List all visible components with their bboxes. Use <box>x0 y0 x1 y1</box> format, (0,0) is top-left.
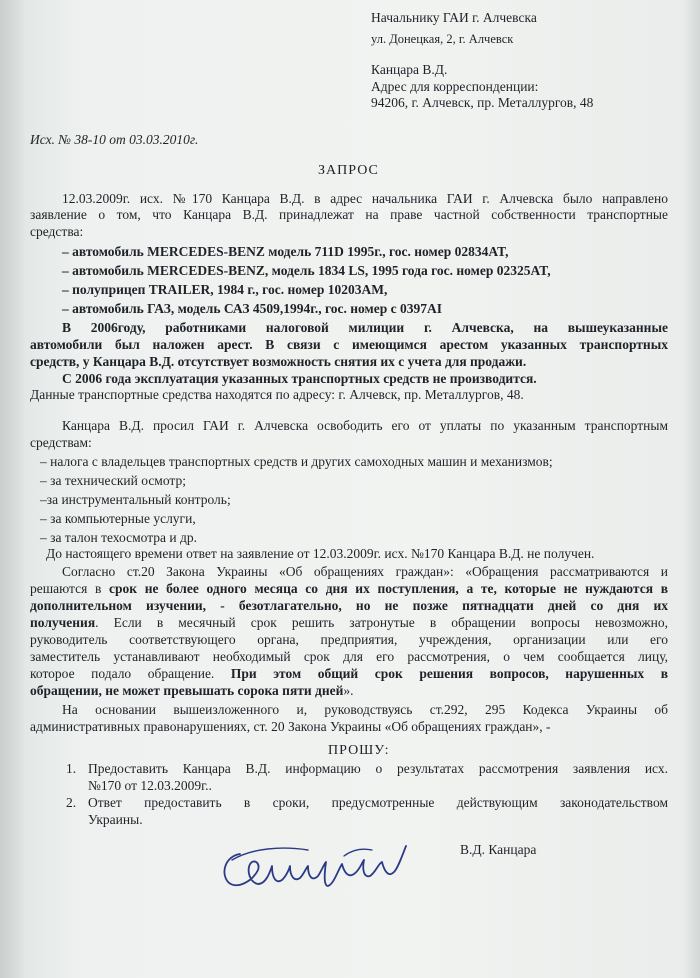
no-answer-line: До настоящего времени ответ на заявление от 12.03.2009г. исх. №170 Канцара В.Д. не получен. <box>46 546 595 561</box>
location-line: Данные транспортные средства находятся по адресу: г. Алчевск, пр. Металлургов, 48. <box>30 387 524 402</box>
exemption-item: – за талон техосмотра и др. <box>40 530 198 545</box>
arrest-line: автомобили был наложен арест. В связи с имеющимся арестом указанных транспортных <box>30 337 668 352</box>
intro-line: 12.03.2009г. исх. №170 Канцара В.Д. в адрес начальника ГАИ г. Алчевска было направлено <box>62 191 668 206</box>
addressee-street: ул. Донецкая, 2, г. Алчевск <box>371 32 514 46</box>
outgoing-reference: Исх. № 38-10 от 03.03.2010г. <box>30 132 199 147</box>
request-number: 2. <box>66 795 77 810</box>
exploitation-line: С 2006 года эксплуатация указанных транспортных средств не производится. <box>62 371 537 386</box>
sender-name: Канцара В.Д. <box>371 62 448 77</box>
request-item: Ответ предоставить в сроки, предусмотренные действующим законодательством <box>88 795 668 810</box>
exemption-item: – за технический осмотр; <box>40 473 186 488</box>
request-number: 1. <box>66 761 77 776</box>
request-item: Предоставить Канцара В.Д. информацию о результатах рассмотрения заявления исх. <box>88 761 668 776</box>
basis-line: административных правонарушениях, ст. 20 Закона Украины «Об обращениях граждан», - <box>30 719 551 734</box>
law-line: которое подало обращение. При этом общий срок решения вопросов, нарушенных в <box>30 666 668 681</box>
exemption-item: –за инструментальный контроль; <box>40 492 231 507</box>
exemption-item: – за компьютерные услуги, <box>40 511 196 526</box>
law-line: обращении, не может превышать сорока пяти дней». <box>30 683 354 698</box>
request-item: Украины. <box>88 812 143 827</box>
handwritten-signature <box>212 826 422 906</box>
vehicle-item: – полуприцеп TRAILER, 1984 г., гос. номер 10203AM, <box>62 282 388 297</box>
law-line: руководитель соответствующего органа, предприятия, учреждения, организации или его <box>30 632 668 647</box>
intro-line: средства: <box>30 224 84 239</box>
basis-line: На основании вышеизложенного и, руководствуясь ст.292, 295 Кодекса Украины об <box>62 702 668 717</box>
law-line: получения. Если в месячный срок решить затронутые в обращении вопросы невозможно, <box>30 615 668 630</box>
vehicle-item: – автомобиль ГАЗ, модель САЗ 4509,1994г., гос. номер с 0397AI <box>62 301 442 316</box>
sender-address: 94206, г. Алчевск, пр. Металлургов, 48 <box>371 95 594 110</box>
arrest-line: средств, у Канцара В.Д. отсутствует возможность снятия их с учета для продажи. <box>30 354 527 369</box>
document-title: ЗАПРОС <box>318 163 379 178</box>
intro-line: заявление о том, что Канцара В.Д. принадлежат на праве частной собственности транспортные <box>30 207 668 222</box>
vehicle-item: – автомобиль MERCEDES-BENZ модель 711D 1995г., гос. номер 02834AT, <box>62 244 509 259</box>
signature-name: В.Д. Канцара <box>460 842 537 857</box>
law-line: заместитель устанавливают необходимый срок для его рассмотрения, о чем сообщается лицу, <box>30 649 668 664</box>
vehicle-item: – автомобиль MERCEDES-BENZ, модель 1834 LS, 1995 года гос. номер 02325AT, <box>62 263 551 278</box>
addressee: Начальнику ГАИ г. Алчевска <box>371 10 537 25</box>
request-intro-line: средствам: <box>30 435 92 450</box>
law-line: дополнительном изучении, - безотлагательно, но не позже пятнадцати дней со дня их <box>30 598 668 613</box>
arrest-line: В 2006году, работниками налоговой милиции г. Алчевска, на вышеуказанные <box>62 320 668 335</box>
exemption-item: – налога с владельцев транспортных средств и других самоходных машин и механизмов; <box>40 454 553 469</box>
law-line: Согласно ст.20 Закона Украины «Об обращениях граждан»: «Обращения рассматриваются и <box>62 564 668 579</box>
law-line: решаются в срок не более одного месяца со дня их поступления, а те, которые не нуждаются в <box>30 581 668 596</box>
prosu-heading: ПРОШУ: <box>328 743 390 758</box>
request-intro-line: Канцара В.Д. просил ГАИ г. Алчевска освободить его от уплаты по указанным транспортным <box>62 418 668 433</box>
request-item: №170 от 12.03.2009г.. <box>88 778 212 793</box>
sender-address-label: Адрес для корреспонденции: <box>371 79 539 94</box>
